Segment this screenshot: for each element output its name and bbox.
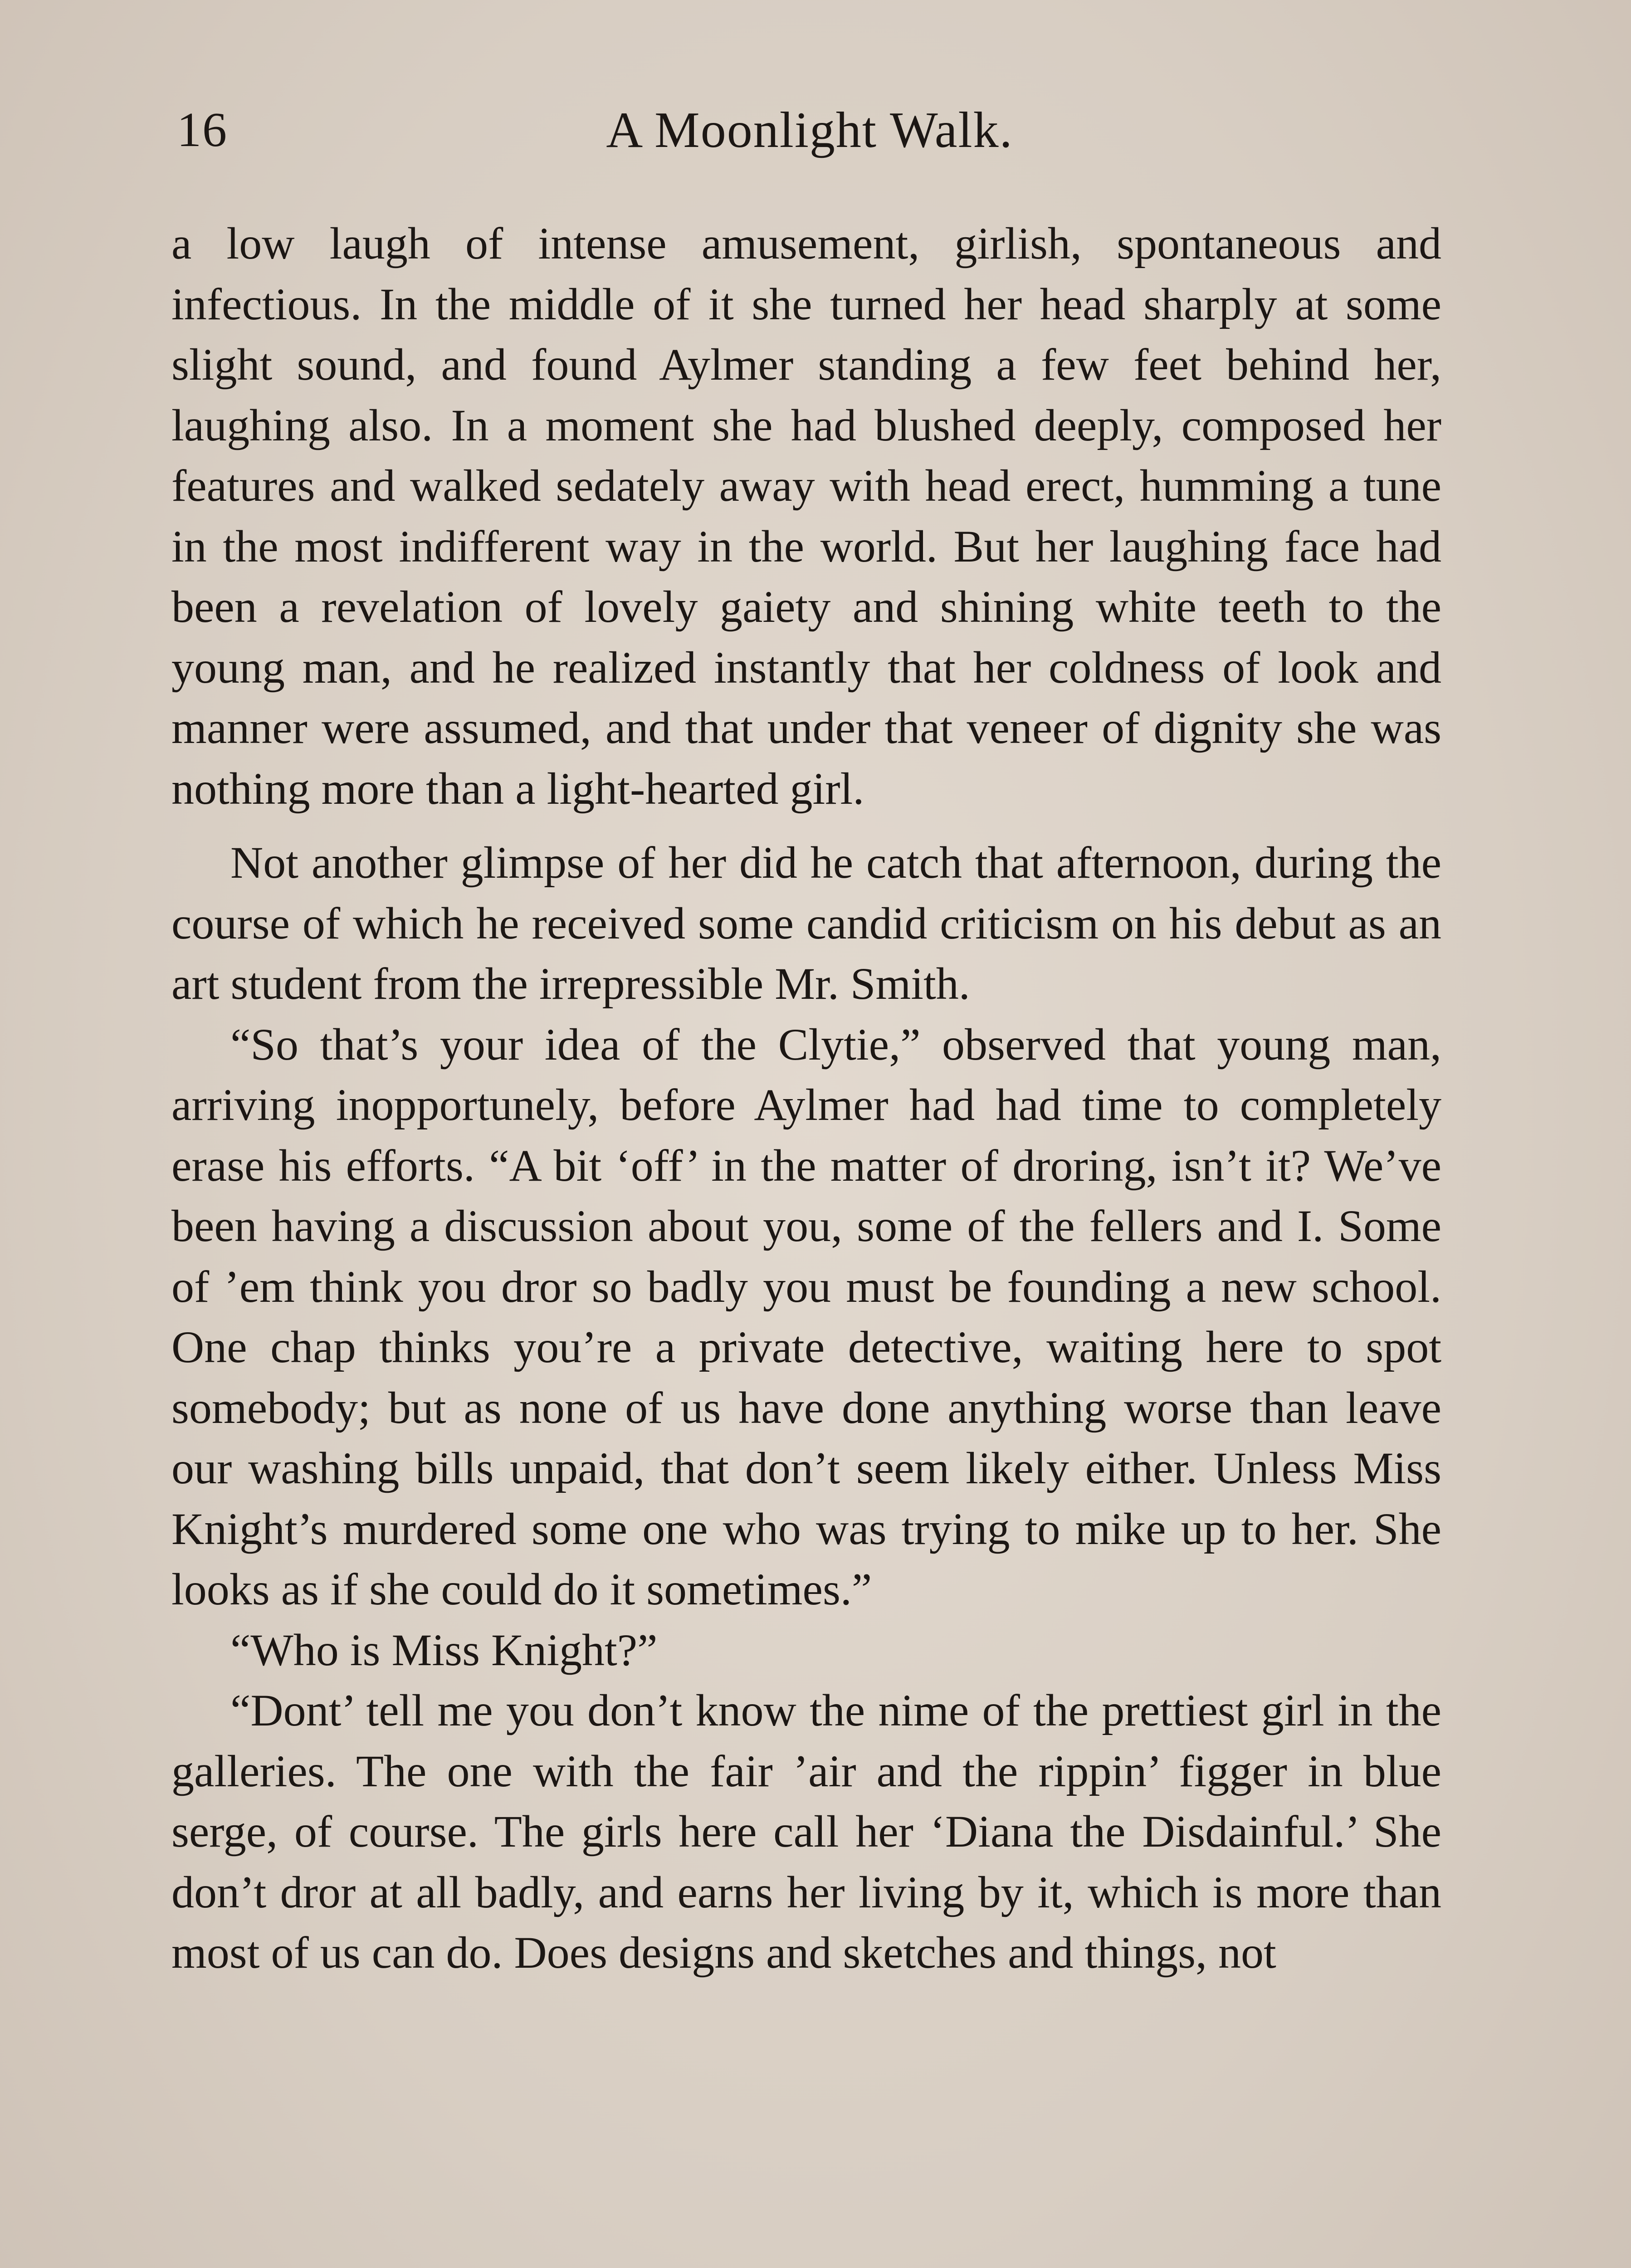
running-title: A Moonlight Walk. bbox=[606, 102, 1013, 158]
paragraph: “So that’s your idea of the Clytie,” observed that young man, arriving inopportunely, before Aylmer had had time to completely erase his efforts. “A bit ‘off’ in the matter of droring, isn’t it? We’ve been having a discussion about you, some of the fellers and I. Some of ’em think you dror so badly you must be founding a new school. One chap thinks you’re a private detective, waiting here to spot somebody; but as none of us have done anything worse than leave our washing bills unpaid, that don’t seem likely either. Unless Miss Knight’s murdered some one who was trying to mike up to her. She looks as if she could do it sometimes.” bbox=[171, 1019, 1441, 1614]
paragraph: “Dont’ tell me you don’t know the nime of the prettiest girl in the galleries. The one with the fair ’air and the rippin’ figger in blue serge, of course. The girls here call her ‘Diana the Disdainful.’ She don’t dror at all badly, and earns her living by it, which is more than most of us can do. Does designs and sketches and things, not bbox=[171, 1685, 1441, 1978]
paragraph: Not another glimpse of her did he catch that afternoon, during the course of which he received some candid criticism on his debut as an art student from the irrepressible Mr. Smith. bbox=[171, 837, 1441, 1009]
paragraph: “Who is Miss Knight?” bbox=[230, 1624, 658, 1675]
page-number: 16 bbox=[177, 103, 228, 157]
page-header bbox=[177, 96, 1442, 187]
paragraph-continuation: a low laugh of intense amusement, girlish, spontaneous and infectious. In the middle of it she turned her head sharply at some slight sound, and found Aylmer standing a few feet behind her, laughing also. In a moment she had blushed deeply, composed her features and walked sedately away with head erect, humming a tune in the most indifferent way in the world. But her laughing face had been a revelation of lovely gaiety and shining white teeth to the young man, and he realized instantly that her coldness of look and manner were assumed, and that under that veneer of dignity she was nothing more than a light-hearted girl. bbox=[171, 218, 1441, 814]
body-text bbox=[171, 213, 1441, 1983]
